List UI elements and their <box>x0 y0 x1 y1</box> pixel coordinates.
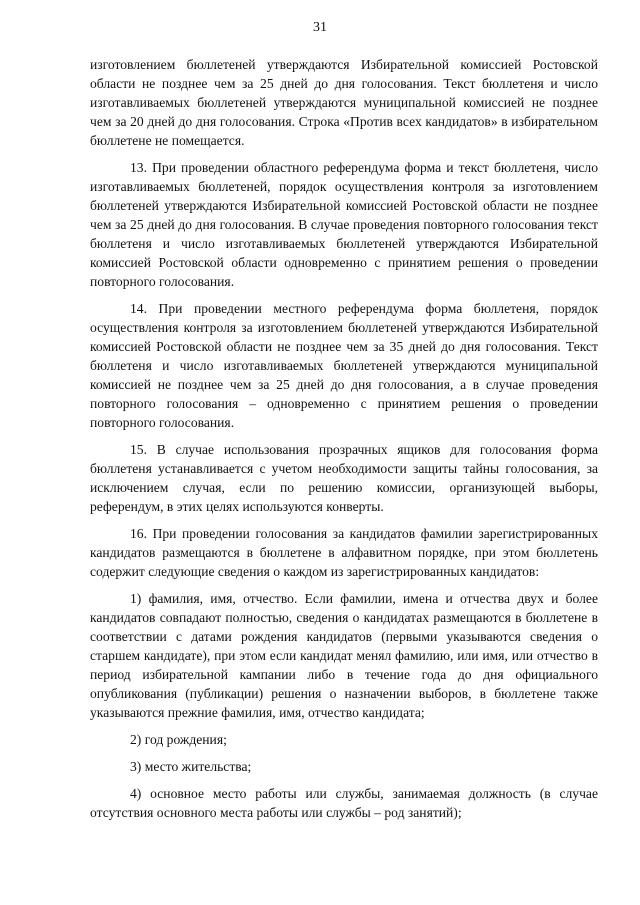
list-item-2: 2) год рождения; <box>130 732 227 747</box>
paragraph-14: 14. При проведении местного референдума форма бюллетеня, порядок осуществления контроля за изготовлением бюллетеней утверждаются Избирательной комиссией Ростовской области не позднее чем за 35 дней до дня голосования. Текст бюллетеня и число изготавливаемых бюллетеней утверждаются муниципальной комиссией не позднее чем за 25 дней до дня голосования, а в случае проведения повторного голосования – одновременно с принятием решения о проведении повторного голосования. <box>90 301 598 430</box>
page-number: 31 <box>313 20 327 35</box>
paragraph-16: 16. При проведении голосования за кандидатов фамилии зарегистрированных кандидатов размещаются в бюллетене в алфавитном порядке, при этом бюллетень содержит следующие сведения о каждом из зарегистрированных кандидатов: <box>90 526 598 579</box>
list-item-3: 3) место жительства; <box>130 759 252 774</box>
list-item-4: 4) основное место работы или службы, занимаемая должность (в случае отсутствия основного места работы или службы – род занятий); <box>90 786 598 820</box>
paragraph-15: 15. В случае использования прозрачных ящиков для голосования форма бюллетеня устанавливается с учетом необходимости защиты тайны голосования, за исключением случая, если по решению комиссии, организующей выборы, референдум, в этих целях используются конверты. <box>90 442 598 514</box>
paragraph-13: 13. При проведении областного референдума форма и текст бюллетеня, число изготавливаемых бюллетеней, порядок осуществления контроля за изготовлением бюллетеней утверждаются Избирательной комиссией Ростовской области не позднее чем за 25 дней до дня голосования. В случае проведения повторного голосования текст бюллетеня и число изготавливаемых бюллетеней утверждаются Избирательной комиссией Ростовской области одновременно с принятием решения о проведении повторного голосования. <box>90 160 598 289</box>
document-body <box>90 55 598 830</box>
paragraph-continuation: изготовлением бюллетеней утверждаются Избирательной комиссией Ростовской области не позднее чем за 25 дней до дня голосования. Текст бюллетеня и число изготавливаемых бюллетеней утверждаются муниципальной комиссией не позднее чем за 20 дней до дня голосования. Строка «Против всех кандидатов» в избирательном бюллетене не помещается. <box>90 57 598 148</box>
list-item-1: 1) фамилия, имя, отчество. Если фамилии, имена и отчества двух и более кандидатов совпадают полностью, сведения о кандидатах размещаются в бюллетене в соответствии с датами рождения кандидатов (первыми указываются сведения о старшем кандидате), при этом если кандидат менял фамилию, или имя, или отчество в период избирательной кампании либо в течение года до дня официального опубликования (публикации) решения о назначении выборов, в бюллетене также указываются прежние фамилия, имя, отчество кандидата; <box>90 591 598 720</box>
